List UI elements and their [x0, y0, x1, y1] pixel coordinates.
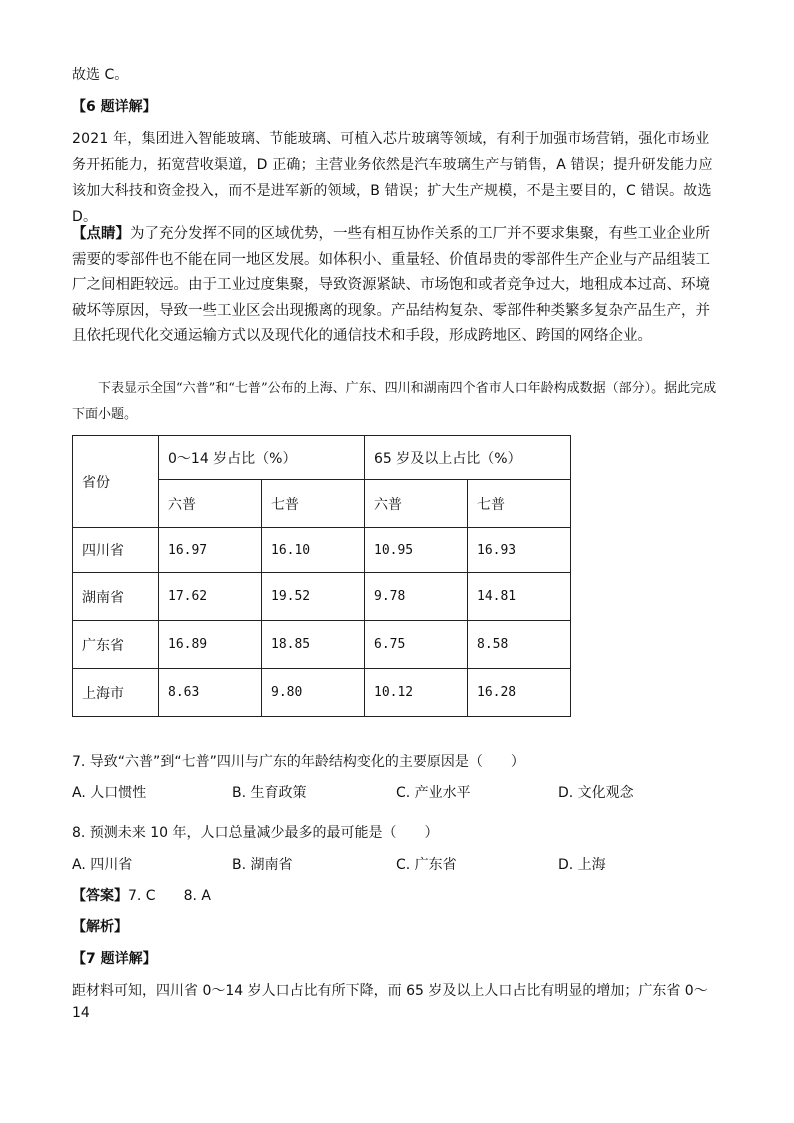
answer-label: 【答案】 — [72, 888, 128, 904]
cell-value: 16.93 — [468, 528, 571, 573]
table-intro: 下表显示全国“六普”和“七普”公布的上海、广东、四川和湖南四个省市人口年龄构成数据（部分）。据此完成下面小题。 — [72, 381, 717, 422]
cell-value: 9.78 — [365, 573, 468, 621]
q7-detail-text: 距材料可知，四川省 0～14 岁人口占比有所下降，而 65 岁及以上人口占比有明显的增加；广东省 0～14 — [72, 983, 708, 1021]
q8-option-c[interactable]: C. 广东省 — [396, 857, 457, 873]
q7-option-c[interactable]: C. 产业水平 — [396, 785, 471, 801]
tip-paragraph — [72, 222, 722, 350]
q8-option-a[interactable]: A. 四川省 — [72, 857, 133, 873]
q6-explanation: 2021 年，集团进入智能玻璃、节能玻璃、可植入芯片玻璃等领域，有利于加强市场营销，强化市场业务开拓能力，拓宽营收渠道，D 正确；主营业务依然是汽车玻璃生产与销售，A 错误；提升研发能力应该加大科技和资金投入，而不是进军新的领域，B 错误；扩大生产规模，不是主要目的，C 错误。故选 D。 — [72, 131, 713, 225]
cell-value: 8.63 — [159, 669, 262, 717]
q8-stem: 8. 预测未来 10 年，人口总量减少最多的最可能是（ ） — [72, 825, 439, 841]
cell-value: 17.62 — [159, 573, 262, 621]
cell-value: 6.75 — [365, 621, 468, 669]
population-age-table — [72, 435, 571, 717]
row-province: 湖南省 — [73, 573, 159, 621]
cell-value: 9.80 — [262, 669, 365, 717]
subheader: 七普 — [262, 480, 365, 528]
q7-option-d[interactable]: D. 文化观念 — [558, 785, 634, 801]
q7-stem: 7. 导致“六普”到“七普”四川与广东的年龄结构变化的主要原因是（ ） — [72, 754, 525, 770]
q6-header: 【6 题详解】 — [72, 99, 157, 115]
answer-text: 7. C 8. A — [128, 888, 211, 904]
q7-detail-header: 【7 题详解】 — [72, 951, 157, 967]
cell-value: 16.28 — [468, 669, 571, 717]
q8-option-d[interactable]: D. 上海 — [558, 857, 606, 873]
cell-value: 16.10 — [262, 528, 365, 573]
prev-conclusion: 故选 C。 — [72, 67, 129, 83]
cell-value: 10.12 — [365, 669, 468, 717]
subheader: 六普 — [365, 480, 468, 528]
cell-value: 16.89 — [159, 621, 262, 669]
q8-option-b[interactable]: B. 湖南省 — [232, 857, 293, 873]
q7-option-b[interactable]: B. 生育政策 — [232, 785, 307, 801]
q7-option-a[interactable]: A. 人口惯性 — [72, 785, 147, 801]
row-province: 广东省 — [73, 621, 159, 669]
answer-line — [72, 885, 211, 907]
cell-value: 10.95 — [365, 528, 468, 573]
table-row — [73, 621, 571, 669]
tip-text: 为了充分发挥不同的区域优势，一些有相互协作关系的工厂并不要求集聚，有些工业企业所需要的零部件也不能在同一地区发展。如体积小、重量轻、价值昂贵的零部件生产企业与产品组装工厂之间相距较远。由于工业过度集聚，导致资源紧缺、市场饱和或者竞争过大，地租成本过高、环境破坏等原因，导致一些工业区会出现搬离的现象。产品结构复杂、零部件种类繁多复杂产品生产，并且依托现代化交通运输方式以及现代化的通信技术和手段，形成跨地区、跨国的网络企业。 — [72, 226, 710, 344]
table-row — [73, 573, 571, 621]
header-65-plus: 65 岁及以上占比（%） — [365, 436, 571, 480]
cell-value: 14.81 — [468, 573, 571, 621]
row-province: 四川省 — [73, 528, 159, 573]
header-0-14: 0～14 岁占比（%） — [159, 436, 365, 480]
header-province: 省份 — [73, 436, 159, 528]
subheader: 六普 — [159, 480, 262, 528]
analysis-header: 【解析】 — [72, 919, 128, 935]
table-row — [73, 669, 571, 717]
cell-value: 8.58 — [468, 621, 571, 669]
table-row — [73, 528, 571, 573]
row-province: 上海市 — [73, 669, 159, 717]
cell-value: 19.52 — [262, 573, 365, 621]
tip-label: 【点睛】 — [72, 226, 130, 242]
cell-value: 18.85 — [262, 621, 365, 669]
cell-value: 16.97 — [159, 528, 262, 573]
subheader: 七普 — [468, 480, 571, 528]
